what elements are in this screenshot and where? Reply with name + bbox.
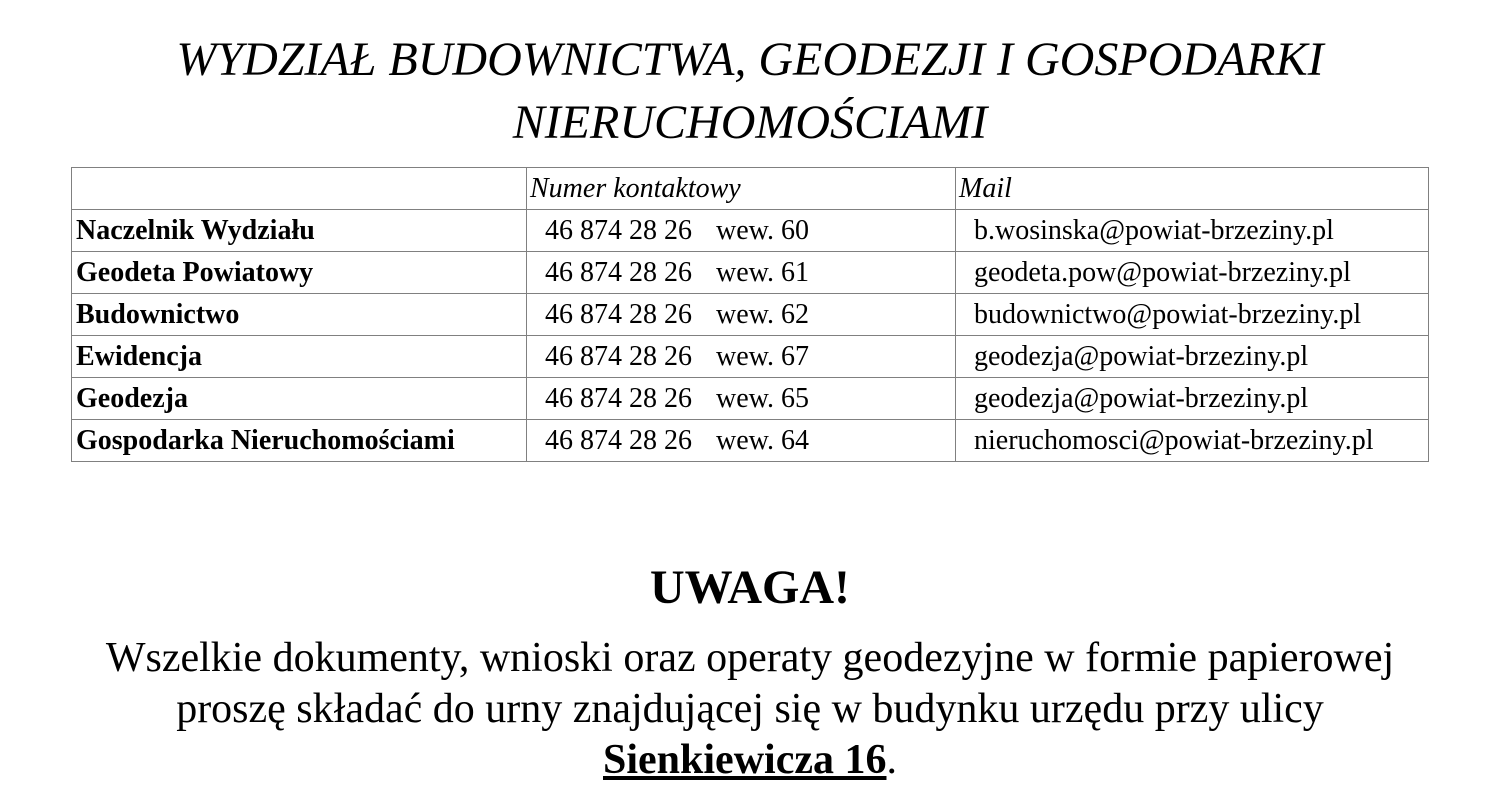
row-name: Geodezja xyxy=(72,378,527,420)
row-mail[interactable]: geodeta.pow@powiat-brzeziny.pl xyxy=(956,252,1429,294)
page-title xyxy=(0,28,1500,154)
notice-text xyxy=(40,633,1460,786)
row-name: Gospodarka Nieruchomościami xyxy=(72,420,527,462)
table-header-row xyxy=(72,168,1429,210)
notice-end: . xyxy=(886,737,897,783)
row-phone xyxy=(527,252,956,294)
phone-extension: wew. 60 xyxy=(716,214,810,246)
column-header-phone: Numer kontaktowy xyxy=(527,168,956,210)
row-mail[interactable]: budownictwo@powiat-brzeziny.pl xyxy=(956,294,1429,336)
contacts-table xyxy=(71,167,1429,462)
row-phone xyxy=(527,336,956,378)
phone-extension: wew. 67 xyxy=(716,340,810,372)
phone-extension: wew. 62 xyxy=(716,298,810,330)
notice-line-1: Wszelkie dokumenty, wnioski oraz operaty geodezyjne w formie papierowej xyxy=(105,635,1395,681)
notice-line-3 xyxy=(40,735,1460,786)
phone-number: 46 874 28 26 xyxy=(545,382,692,414)
phone-number: 46 874 28 26 xyxy=(545,214,692,246)
row-mail[interactable]: nieruchomosci@powiat-brzeziny.pl xyxy=(956,420,1429,462)
row-mail[interactable]: geodezja@powiat-brzeziny.pl xyxy=(956,336,1429,378)
phone-extension: wew. 64 xyxy=(716,424,810,456)
title-line-2: NIERUCHOMOŚCIAMI xyxy=(512,96,988,149)
notice-heading: UWAGA! xyxy=(650,561,850,614)
title-line-1: WYDZIAŁ BUDOWNICTWA, GEODEZJI I GOSPODARKI xyxy=(176,33,1324,86)
row-phone xyxy=(527,378,956,420)
row-phone xyxy=(527,420,956,462)
row-mail[interactable]: geodezja@powiat-brzeziny.pl xyxy=(956,378,1429,420)
phone-number: 46 874 28 26 xyxy=(545,298,692,330)
notice-address: Sienkiewicza 16 xyxy=(603,737,887,783)
phone-number: 46 874 28 26 xyxy=(545,256,692,288)
table-row xyxy=(72,210,1429,252)
row-phone xyxy=(527,294,956,336)
phone-number: 46 874 28 26 xyxy=(545,340,692,372)
table-row xyxy=(72,420,1429,462)
row-name: Geodeta Powiatowy xyxy=(72,252,527,294)
phone-number: 46 874 28 26 xyxy=(545,424,692,456)
column-header-mail: Mail xyxy=(956,168,1429,210)
row-name: Budownictwo xyxy=(72,294,527,336)
notice-line-2: proszę składać do urny znajdującej się w budynku urzędu przy ulicy xyxy=(176,686,1324,732)
row-phone xyxy=(527,210,956,252)
table-row xyxy=(72,378,1429,420)
row-name: Naczelnik Wydziału xyxy=(72,210,527,252)
table-row xyxy=(72,336,1429,378)
row-name: Ewidencja xyxy=(72,336,527,378)
column-header-name xyxy=(72,168,527,210)
phone-extension: wew. 61 xyxy=(716,256,810,288)
table-row xyxy=(72,294,1429,336)
table-row xyxy=(72,252,1429,294)
row-mail[interactable]: b.wosinska@powiat-brzeziny.pl xyxy=(956,210,1429,252)
phone-extension: wew. 65 xyxy=(716,382,810,414)
